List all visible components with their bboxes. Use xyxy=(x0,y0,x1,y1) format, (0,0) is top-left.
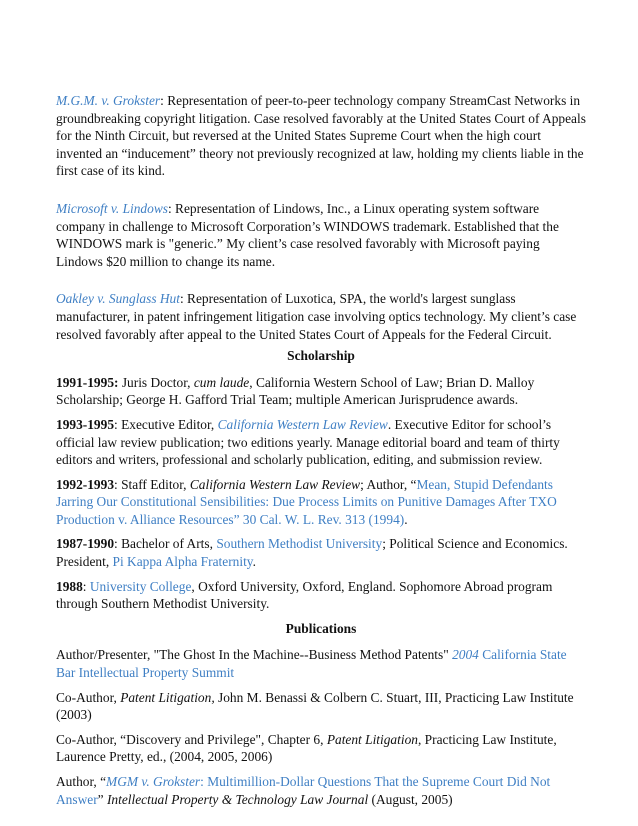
scholarship-heading: Scholarship xyxy=(287,348,355,364)
ip-summit-link[interactable]: 2004 California State Bar Intellectual Property Summit xyxy=(56,647,567,681)
case-grokster: M.G.M. v. Grokster: Representation of peer-to-peer technology company StreamCast Networks in groundbreaking copyright litigation. Case resolved favorably at the United States Court of Appeals for the Ninth Circuit, but reversed at the United States Supreme Court when the high court invented an “inducement” theory not previously recognized at law, holding my clients liable in the first case of its kind. xyxy=(56,93,586,179)
case-lindows: Microsoft v. Lindows: Representation of Lindows, Inc., a Linux operating system software company in challenge to Microsoft Corporation’s WINDOWS trademark. Established that the WINDOWS mark is "generic.” My client’s case resolved favorably with Microsoft paying Lindows $20 million to change its name. xyxy=(56,200,559,269)
scholarship-entry-executive-editor: 1993-1995: Executive Editor, California Western Law Review. Executive Editor for school’s official law review publication; two editions yearly. Manage editorial board and team of thirty editors and writers, professional and scholarly publication, editing, and submission review. xyxy=(56,416,560,468)
scholarship-entry-jd: 1991-1995: Juris Doctor, cum laude, California Western School of Law; Brian D. Malloy Scholarship; George H. Gafford Trial Team; multiple American Jurisprudence awards. xyxy=(56,374,535,408)
grokster-article-link[interactable]: MGM v. Grokster: Multimillion-Dollar Questions That the Supreme Court Did Not Answer xyxy=(56,774,551,807)
fraternity-link[interactable]: Pi Kappa Alpha Fraternity xyxy=(112,554,253,570)
case-grokster-link[interactable]: M.G.M. v. Grokster xyxy=(56,93,161,108)
publication-patent-litigation: Co-Author, Patent Litigation, John M. Benassi & Colbern C. Stuart, III, Practicing Law Institute (2003) xyxy=(56,689,574,723)
scholarship-entry-ba: 1987-1990: Bachelor of Arts, Southern Methodist University; Political Science and Economics. President, Pi Kappa Alpha Fraternity. xyxy=(56,536,568,570)
university-college-link[interactable]: University College xyxy=(89,578,192,594)
smu-link[interactable]: Southern Methodist University xyxy=(216,536,383,552)
resume-page xyxy=(56,92,586,815)
scholarship-entry-oxford: 1988: University College, Oxford University, Oxford, England. Sophomore Abroad program through Southern Methodist University. xyxy=(56,578,553,612)
scholarship-entry-staff-editor: 1992-1993: Staff Editor, California Western Law Review; Author, “Mean, Stupid Defendants Jarring Our Constitutional Sensibilities: Due Process Limits on Punitive Damages After TXO Production v. Alliance Resources” 30 Cal. W. L. Rev. 313 (1994). xyxy=(56,476,557,527)
law-review-link[interactable]: California Western Law Review xyxy=(217,416,388,432)
publication-ghost-machine: Author/Presenter, "The Ghost In the Machine--Business Method Patents" 2004 California State Bar Intellectual Property Summit xyxy=(56,647,567,681)
publications-heading: Publications xyxy=(285,620,357,636)
case-oakley: Oakley v. Sunglass Hut: Representation of Luxotica, SPA, the world's largest sunglass manufacturer, in patent infringement litigation case involving optics technology. My client’s case resolved favorably after appeal to the United States Court of Appeals for the Federal Circuit. xyxy=(56,291,577,342)
publication-discovery-privilege: Co-Author, “Discovery and Privilege", Chapter 6, Patent Litigation, Practicing Law Institute, Laurence Pretty, ed., (2004, 2005, 2006) xyxy=(56,731,557,765)
case-lindows-link[interactable]: Microsoft v. Lindows xyxy=(56,200,168,216)
article-link[interactable]: Mean, Stupid Defendants Jarring Our Constitutional Sensibilities: Due Process Limits on Punitive Damages After TXO Production v. Alliance Resources” 30 Cal. W. L. Rev. 313 (1994) xyxy=(56,476,557,527)
publication-grokster-article: Author, “MGM v. Grokster: Multimillion-Dollar Questions That the Supreme Court Did Not Answer” Intellectual Property & Technology Law Journal (August, 2005) xyxy=(56,774,551,807)
case-oakley-link[interactable]: Oakley v. Sunglass Hut xyxy=(56,291,180,307)
